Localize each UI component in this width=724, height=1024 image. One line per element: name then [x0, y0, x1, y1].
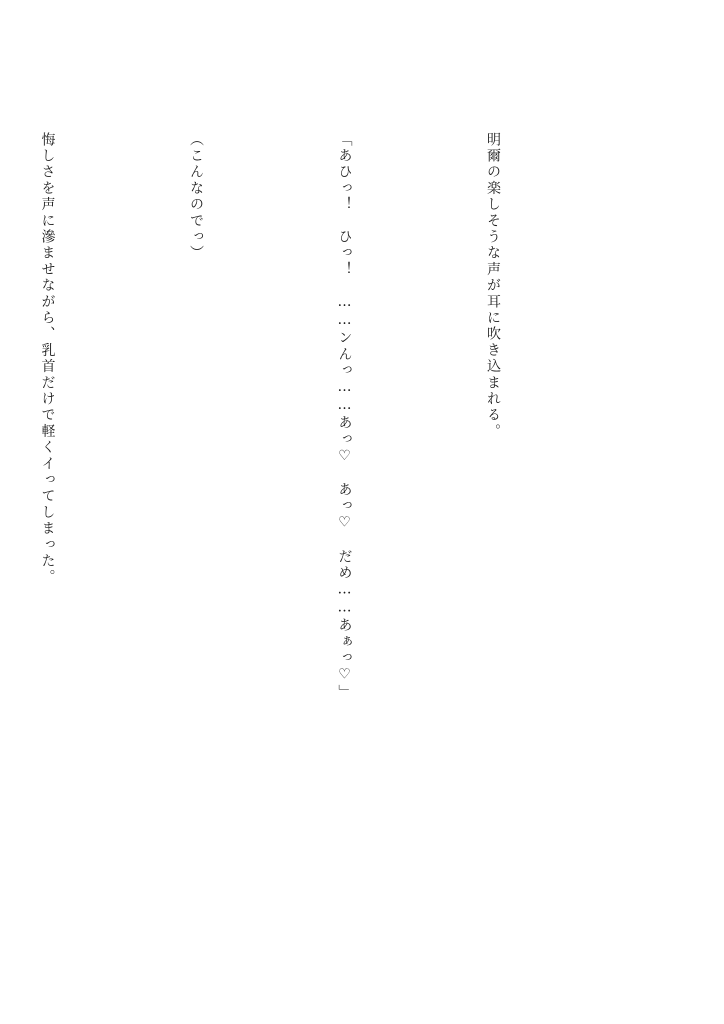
text-line: 「あひっ！ ひっ！ ……ンんっ……あっ♡ あっ♡ だめ……あぁっ♡」	[336, 132, 353, 701]
text-line: 悔しさを声に滲ませながら、乳首だけで軽くイってしまった。	[39, 132, 56, 586]
vertical-text-body	[0, 132, 616, 912]
text-line: （こんなのでっ）	[188, 132, 204, 262]
text-line: 明爾の楽しそうな声が耳に吹き込まれる。	[485, 132, 501, 440]
